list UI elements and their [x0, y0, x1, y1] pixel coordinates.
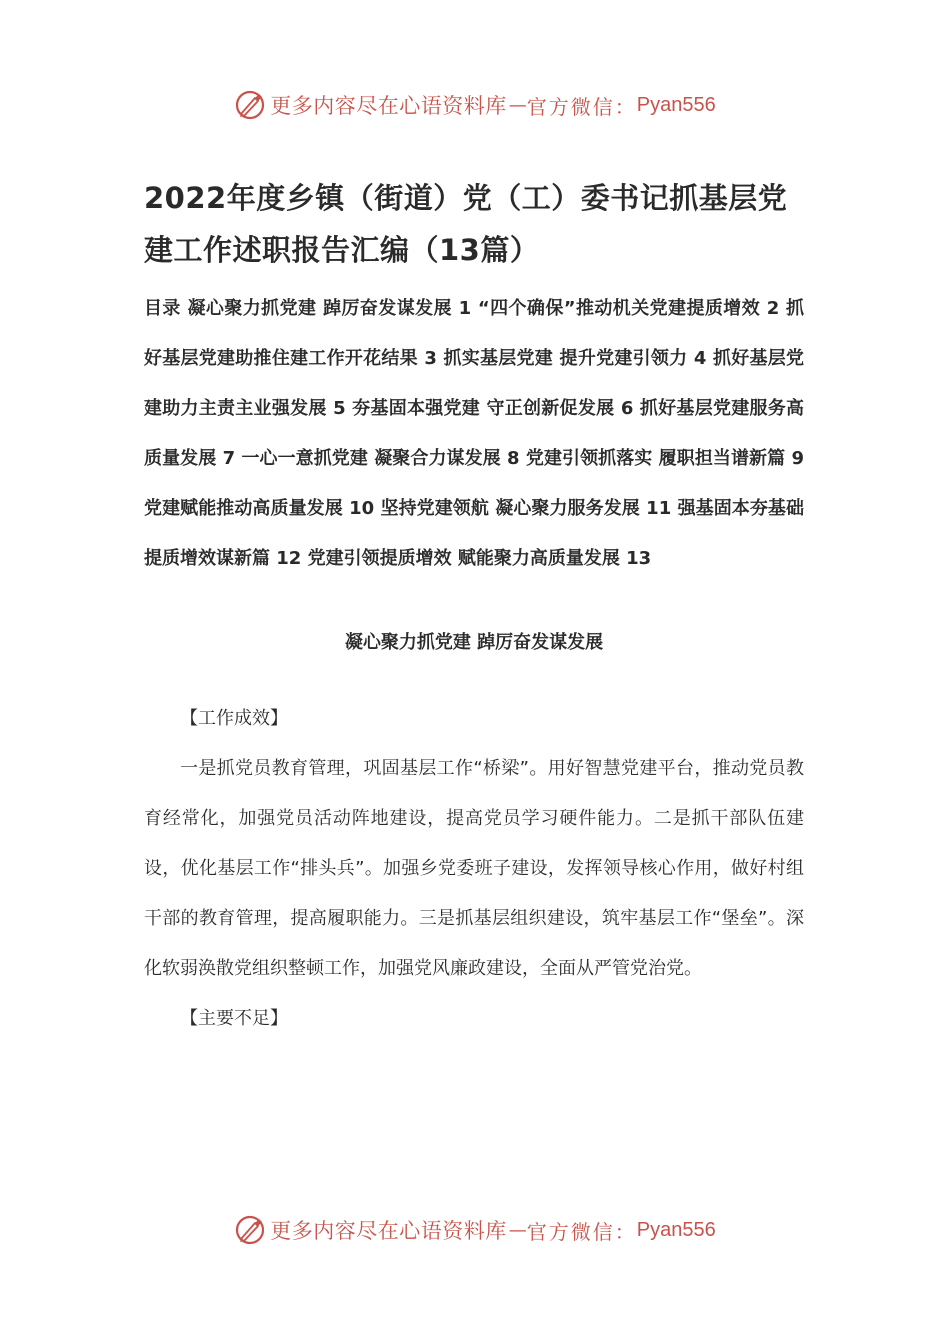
- banner-wechat-label: 官方微信：: [526, 94, 637, 119]
- table-of-contents: 目录 凝心聚力抓党建 踔厉奋发谋发展 1 “四个确保”推动机关党建提质增效 2 抓好基层党建助推住建工作开花结果 3 抓实基层党建 提升党建引领力 4 抓好基层党建助力主责主业强发展 5 夯基固本强党建 守正创新促发展 6 抓好基层党建服务高质量发展 7 一心一意抓党建 凝聚合力谋发展 8 党建引领抓落实 履职担当谱新篇 9 党建赋能推动高质量发展 10 坚持党建领航 凝心聚力服务发展 11 强基固本夯基础 提质增效谋新篇 12 党建引领提质增效 赋能聚力高质量发展 13: [144, 298, 804, 569]
- results-paragraph: 一是抓党员教育管理，巩固基层工作“桥梁”。用好智慧党建平台，推动党员教育经常化，加强党员活动阵地建设，提高党员学习硬件能力。二是抓干部队伍建设，优化基层工作“排头兵”。加强乡党委班子建设，发挥领导核心作用，做好村组干部的教育管理，提高履职能力。三是抓基层组织建设，筑牢基层工作“堡垒”。深化软弱涣散党组织整顿工作，加强党风廉政建设，全面从严管党治党。: [144, 758, 804, 979]
- results-label: 【工作成效】: [180, 708, 288, 729]
- banner-separator: —: [508, 94, 525, 116]
- footer-banner: [0, 1208, 950, 1252]
- banner-wechat-label: 官方微信：: [526, 1219, 637, 1244]
- banner-wechat-id: Pyan556: [636, 93, 716, 116]
- document-title: 2022年度乡镇（街道）党（工）委书记抓基层党建工作述职报告汇编（13篇）: [144, 181, 788, 267]
- pen-logo-icon: [234, 1214, 266, 1246]
- banner-wechat-id: Pyan556: [636, 1218, 716, 1241]
- banner-slogan: 更多内容尽在心语资料库: [270, 1219, 507, 1243]
- pen-logo-icon: [234, 89, 266, 121]
- section-heading: 凝心聚力抓党建 踔厉奋发谋发展: [344, 632, 604, 653]
- document-body: [144, 172, 804, 1044]
- shortcomings-label: 【主要不足】: [180, 1008, 288, 1029]
- header-banner: [0, 83, 950, 127]
- banner-slogan: 更多内容尽在心语资料库: [270, 94, 507, 118]
- banner-separator: —: [508, 1219, 525, 1241]
